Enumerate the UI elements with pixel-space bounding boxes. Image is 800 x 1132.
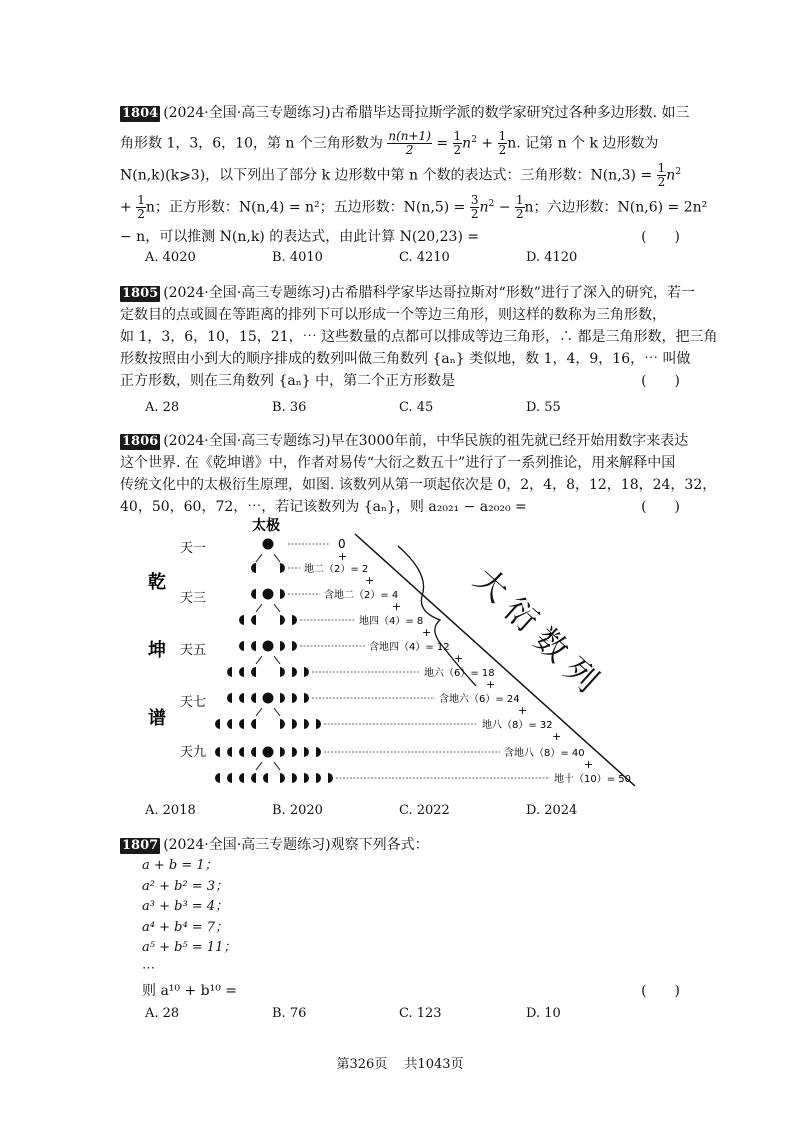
choice-d: D. 10 — [526, 1006, 561, 1021]
question-text: N(n,k)(k⩾3)，以下列出了部分 k 边形数中第 n 个数的表达式：三角形数：N(n,3) = — [120, 167, 653, 184]
half-dot — [251, 773, 256, 783]
equation: a⁵ + b⁵ = 11； — [142, 940, 237, 955]
tian-label: 天三 — [180, 591, 207, 606]
question-number-badge: 1804 — [122, 106, 159, 121]
question-text: (2024·全国·高三专题练习)古希腊毕达哥拉斯学派的数学家研究过各种多边形数. 如三 — [163, 105, 690, 121]
tian-label: 天五 — [180, 643, 207, 658]
question-text: n；六边形数：N(n,6) = 2n² — [524, 199, 708, 216]
question-text: (2024·全国·高三专题练习)观察下列各式： — [163, 837, 429, 853]
diagram-svg — [140, 516, 650, 796]
question-1807-ask — [142, 980, 680, 1000]
half-dot — [239, 719, 244, 729]
row-label: 地二（2）= 2 — [304, 564, 369, 575]
question-text: 传统文化中的太极衍生原理，如图. 该数列从第一项起依次是 0，2，4，8，12，18，24，32， — [120, 477, 717, 493]
plus-sign: + — [552, 730, 562, 743]
side-char: 谱 — [148, 708, 166, 729]
half-dot — [304, 693, 309, 703]
question-number-badge: 1807 — [122, 838, 159, 853]
choice-c: C. 2022 — [399, 803, 450, 818]
arrow-pair — [256, 762, 280, 770]
row-label: 地八（8）= 32 — [482, 720, 553, 731]
half-dot — [239, 747, 244, 757]
half-dot — [251, 589, 256, 599]
row-label: 含地八（8）= 40 — [504, 748, 585, 759]
fraction: $\frac{1}{2}$ — [137, 193, 145, 221]
choice-d: D. 55 — [526, 400, 561, 415]
half-dot — [280, 563, 285, 573]
question-1804-line-5 — [120, 224, 680, 250]
half-dot — [215, 747, 220, 757]
question-text: 则 a¹⁰ + b¹⁰ = — [142, 983, 238, 999]
half-dot — [292, 693, 297, 703]
tian-label: 天一 — [180, 541, 207, 556]
question-1804-line-4: + $\frac{1}{2}$ n；正方形数：N(n,4) = n²；五边形数：N(n,5) = $\frac{3}{2}$ $n^2$ − $\frac{1}{2}$ n；六边形数：N(n,6) = 2n² — [120, 193, 708, 221]
question-text: (2024·全国·高三专题练习)早在3000年前，中华民族的祖先就已经开始用数字来表达 — [163, 433, 689, 449]
half-dot — [263, 773, 268, 783]
half-dot — [251, 719, 256, 729]
choice-c: C. 4210 — [399, 250, 450, 265]
question-text: 正方形数，则在三角数列 {aₙ} 中，第二个正方形数是 — [120, 373, 456, 389]
central-dot — [263, 747, 273, 757]
half-dot — [292, 773, 297, 783]
answer-blank: ( ) — [641, 983, 680, 999]
half-dot — [227, 773, 232, 783]
half-dot — [280, 667, 285, 677]
half-dot — [251, 641, 256, 651]
choice-a: A. 28 — [145, 1006, 180, 1021]
central-dot — [263, 693, 273, 703]
big-char: 数 — [526, 619, 576, 670]
half-dot — [316, 747, 321, 757]
half-dot — [292, 615, 297, 625]
half-dot — [239, 693, 244, 703]
question-1807-line-1 — [120, 832, 429, 858]
half-dot — [227, 667, 232, 677]
half-dot — [251, 747, 256, 757]
half-dot — [292, 747, 297, 757]
row-label: 地六（6）= 18 — [424, 668, 495, 679]
half-dot — [239, 773, 244, 783]
question-1804-line-2: 角形数 1，3，6，10，第 n 个三角形数为 $\frac{n(n+1)}{2}$ = $\frac{1}{2}$ $n^2$ + $\frac{1}{2}$ n. 记第 n 个 k 边形数为 — [120, 129, 659, 157]
question-text: (2024·全国·高三专题练习)古希腊科学家毕达哥拉斯对“形数”进行了深入的研究，若一 — [163, 285, 695, 301]
half-dot — [316, 773, 321, 783]
question-text: − n，可以推测 N(n,k) 的表达式，由此计算 N(20,23) = — [120, 229, 480, 245]
plus-sign: + — [486, 678, 496, 691]
question-text: 定数目的点或圆在等距离的排列下可以形成一个等边三角形，则这样的数称为三角形数， — [120, 307, 666, 323]
half-dot — [280, 615, 285, 625]
arrow-pair — [256, 708, 280, 716]
half-dot — [292, 667, 297, 677]
plus-sign: + — [584, 758, 594, 771]
fraction: $\frac{1}{2}$ — [498, 129, 507, 157]
question-number-badge: 1805 — [122, 286, 159, 301]
half-dot — [227, 693, 232, 703]
half-dot — [304, 719, 309, 729]
half-dot — [304, 747, 309, 757]
answer-blank: ( ) — [641, 499, 680, 515]
row-label: 地四（4）= 8 — [359, 616, 424, 627]
half-dot — [215, 719, 220, 729]
half-dot — [280, 589, 285, 599]
equation: a⁴ + b⁴ = 7； — [142, 919, 229, 935]
choice-a: A. 4020 — [145, 250, 196, 265]
question-text: 这个世界. 在《乾坤谱》中，作者对易传“大衍之数五十”进行了一系列推论，用来解释中国 — [120, 455, 676, 471]
choice-b: B. 2020 — [272, 803, 323, 818]
half-dot — [280, 747, 285, 757]
plus-sign: + — [365, 574, 375, 587]
question-text: n；正方形数：N(n,4) = n²；五边形数：N(n,5) = — [145, 199, 466, 216]
choice-c: C. 123 — [399, 1006, 442, 1021]
arrow-pair — [256, 656, 280, 664]
question-1804-line-3: N(n,k)(k⩾3)，以下列出了部分 k 边形数中第 n 个数的表达式：三角形数：N(n,3) = $\frac{1}{2}$ $n^2$ — [120, 161, 682, 189]
tian-label: 天七 — [180, 695, 207, 710]
question-text: 角形数 1，3，6，10，第 n 个三角形数为 — [120, 135, 383, 152]
plus-sign: + — [518, 704, 528, 717]
question-number-badge: 1806 — [122, 434, 159, 449]
question-text: 如 1，3，6，10，15，21，⋯ 这些数量的点都可以排成等边三角形，∴ 都是三角形数，把三角 — [120, 329, 718, 345]
central-dot — [263, 539, 273, 549]
question-text: 40，50，60，72，⋯，若记该数列为 {aₙ}，则 a₂₀₂₁ − a₂₀₂₀ = — [120, 499, 527, 515]
half-dot — [251, 693, 256, 703]
choice-b: B. 76 — [272, 1006, 307, 1021]
fraction: $\frac{1}{2}$ — [657, 161, 666, 189]
half-dot — [239, 667, 244, 677]
half-dot — [239, 641, 244, 651]
choice-d: D. 4120 — [526, 250, 578, 265]
fraction: $\frac{n(n+1)}{2}$ — [388, 129, 431, 157]
answer-blank: ( ) — [641, 373, 680, 389]
row-label: 地十（10）= 50 — [554, 774, 632, 785]
plus-sign: + — [338, 550, 348, 563]
half-dot — [215, 773, 220, 783]
half-dot — [280, 773, 285, 783]
arrow-pair — [256, 604, 280, 612]
half-dot — [251, 667, 256, 677]
question-1805-line-5 — [120, 368, 680, 394]
ellipsis: ⋯ — [142, 960, 155, 976]
choice-b: B. 36 — [272, 400, 307, 415]
page-footer: 第326页 共1043页 — [336, 1057, 464, 1072]
choice-a: A. 2018 — [145, 803, 196, 818]
equation: a + b = 1； — [142, 858, 218, 873]
half-dot — [251, 615, 256, 625]
choice-d: D. 2024 — [526, 803, 578, 818]
taiji-dayan-diagram — [140, 516, 650, 796]
tian-label: 天九 — [180, 745, 207, 760]
half-dot — [239, 615, 244, 625]
choice-c: C. 45 — [399, 400, 434, 415]
half-dot — [316, 719, 321, 729]
equation: a² + b² = 3； — [142, 878, 229, 894]
big-char: 大 — [466, 559, 516, 610]
question-text: 形数按照由小到大的顺序排成的数列叫做三角数列 {aₙ} 类似地，数 1，4，9，16，⋯ 叫做 — [120, 351, 691, 367]
central-dot — [263, 641, 273, 651]
row-label: 0 — [338, 537, 346, 551]
half-dot — [227, 719, 232, 729]
question-1804-line-1 — [120, 100, 690, 126]
arrow-pair — [256, 554, 280, 562]
half-dot — [280, 641, 285, 651]
answer-blank: ( ) — [641, 229, 680, 245]
central-dot — [263, 589, 273, 599]
half-dot — [280, 719, 285, 729]
fraction: $\frac{1}{2}$ — [453, 129, 462, 157]
row-label: 含地二（2）= 4 — [324, 590, 399, 601]
choice-a: A. 28 — [145, 400, 180, 415]
plus-sign: + — [422, 626, 432, 639]
row-label: 含地六（6）= 24 — [439, 694, 520, 705]
equation-list — [142, 856, 236, 979]
half-dot — [304, 773, 309, 783]
half-dot — [292, 641, 297, 651]
big-char: 衍 — [496, 589, 546, 640]
question-text: n. 记第 n 个 k 边形数为 — [507, 135, 659, 152]
half-dot — [227, 747, 232, 757]
row-label: 含地四（4）= 12 — [369, 642, 450, 653]
half-dot — [304, 667, 309, 677]
half-dot — [292, 719, 297, 729]
plus-sign: + — [454, 652, 464, 665]
half-dot — [328, 773, 333, 783]
diagram-top-label: 太极 — [252, 518, 280, 534]
plus-sign: + — [392, 600, 402, 613]
side-char: 乾 — [148, 572, 166, 593]
choice-b: B. 4010 — [272, 250, 323, 265]
fraction: $\frac{3}{2}$ — [470, 193, 479, 221]
side-char: 坤 — [148, 640, 166, 661]
fraction: $\frac{1}{2}$ — [515, 193, 524, 221]
big-char: 列 — [556, 649, 606, 700]
equation: a³ + b³ = 4； — [142, 899, 229, 914]
half-dot — [280, 693, 285, 703]
half-dot — [251, 563, 256, 573]
